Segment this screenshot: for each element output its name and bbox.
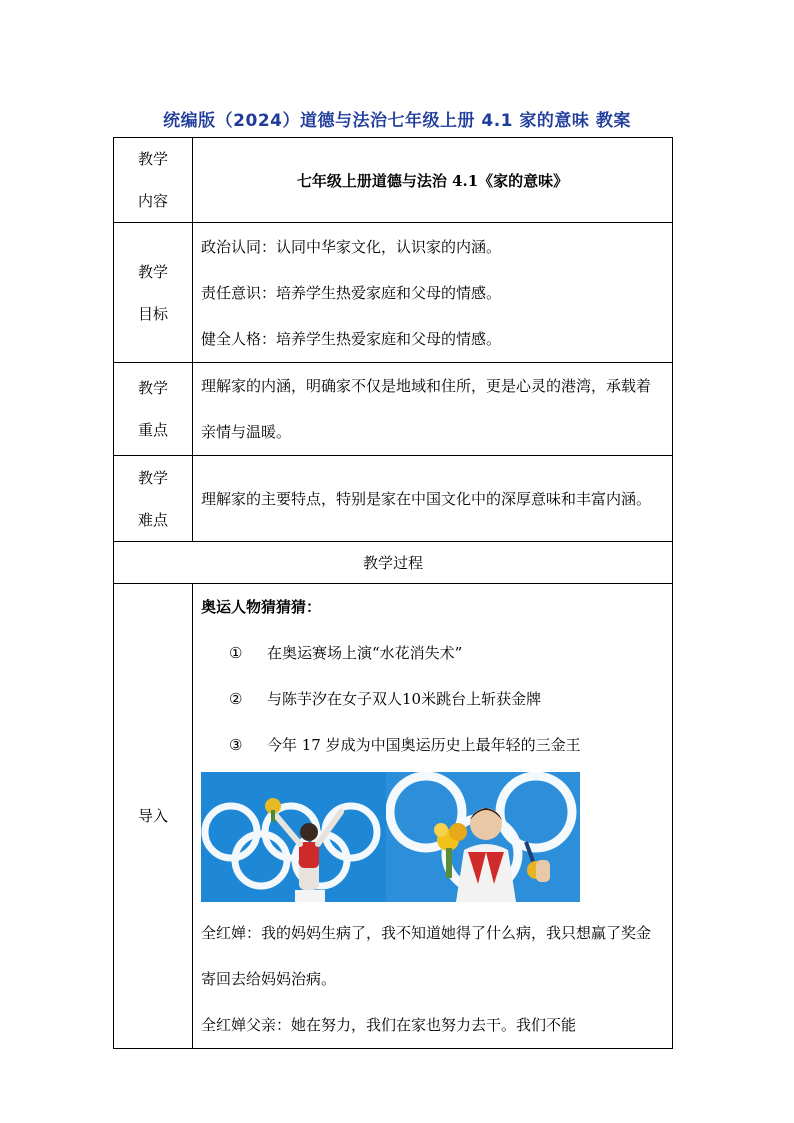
athlete-photo-right [386,772,580,902]
key-points-text: 理解家的内涵，明确家不仅是地域和住所，更是心灵的港湾，承载着亲情与温暖。 [193,363,673,456]
intro-cell [193,584,673,1049]
quote-father: 全红婵父亲：她在努力，我们在家也努力去干。我们不能 [201,1016,577,1034]
process-header: 教学过程 [114,542,673,584]
goals-cell [193,223,673,363]
athlete-podium-image [201,772,386,902]
key-points-label-cell [114,363,193,456]
list-item [201,722,664,768]
document-title: 统编版（2024）道德与法治七年级上册 4.1 家的意味 教案 [163,111,631,131]
goal-line: 责任意识：培养学生热爱家庭和父母的情感。 [201,283,502,302]
goals-label-cell [114,223,193,363]
content-row [114,138,673,223]
intro-row [114,584,673,1049]
list-item [201,630,664,676]
key-points-label: 教学重点 [137,379,168,439]
quote-daughter: 全红婵：我的妈妈生病了，我不知道她得了什么病，我只想赢了奖金寄回去给妈妈治病。 [201,924,652,988]
goal-line: 健全人格：培养学生热爱家庭和父母的情感。 [201,329,502,348]
goal-line: 政治认同：认同中华家文化，认识家的内涵。 [201,237,502,256]
difficulties-label-cell [114,456,193,542]
difficulties-text: 理解家的主要特点，特别是家在中国文化中的深厚意味和丰富内涵。 [193,456,673,542]
list-item [201,676,664,722]
content-label-cell [114,138,193,223]
goals-label: 教学目标 [137,262,168,323]
olympic-photos [201,772,664,902]
intro-heading: 奥运人物猜猜猜： [201,598,322,616]
list-number: ③ [229,736,243,754]
content-value: 七年级上册道德与法治 4.1《家的意味》 [193,138,673,223]
intro-label-cell [114,584,193,1049]
athlete-medal-image [386,772,580,902]
goals-row [114,223,673,363]
list-text: 今年 17 岁成为中国奥运历史上最年轻的三金王 [267,736,581,754]
content-label: 教学内容 [137,150,168,210]
athlete-photo-left [201,772,386,902]
difficulties-row [114,456,673,542]
intro-label: 导入 [137,807,168,825]
list-number: ② [229,690,243,708]
lesson-plan-table [113,137,673,1049]
list-number: ① [229,644,243,662]
list-text: 与陈芋汐在女子双人10米跳台上斩获金牌 [267,690,542,708]
list-text: 在奥运赛场上演“水花消失术” [267,644,463,662]
process-header-row [114,542,673,584]
difficulties-label: 教学难点 [137,468,168,529]
key-points-row [114,363,673,456]
